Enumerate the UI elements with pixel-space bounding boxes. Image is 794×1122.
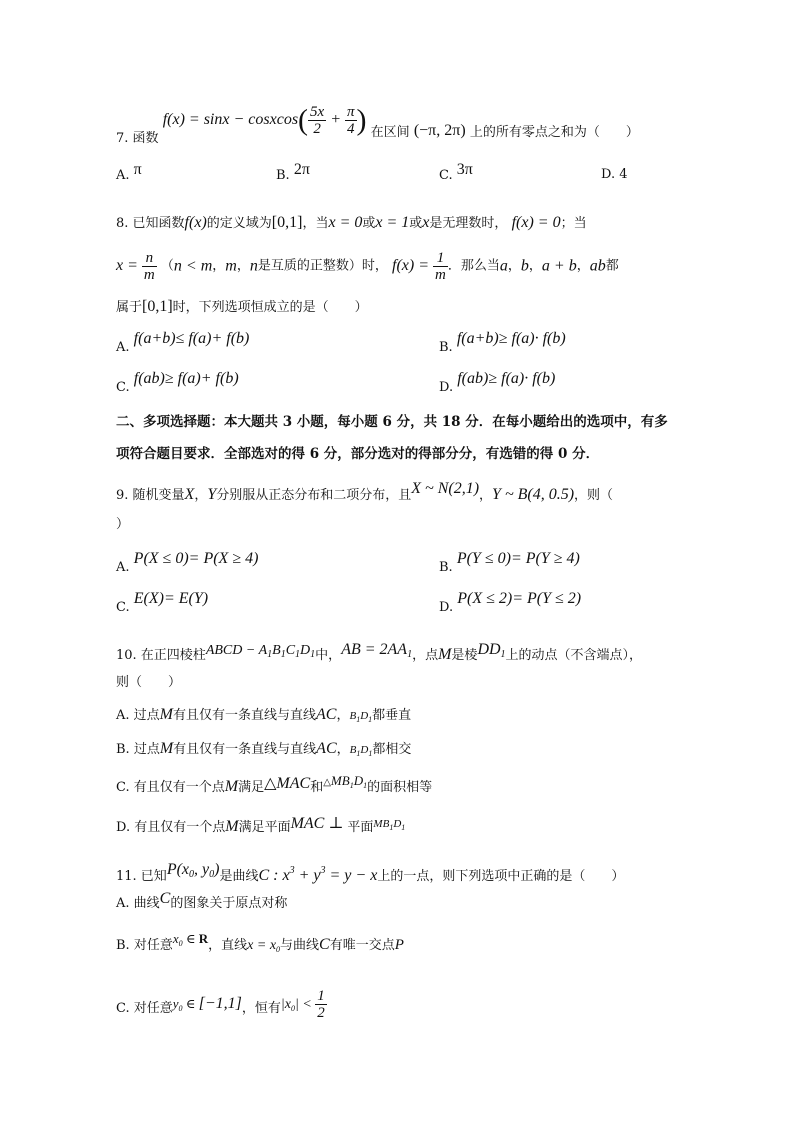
- q11-text: ，直线: [208, 938, 248, 953]
- section-2-heading-line-1: 二、多项选择题：本大题共 3 小题，每小题 6 分，共 18 分．在每小题给出的选项中，有多: [116, 414, 668, 430]
- q8-ab: ab: [589, 257, 606, 275]
- question-8-line-3: [116, 298, 368, 317]
- q11-option-a: [116, 890, 288, 913]
- q10-M: M: [224, 778, 239, 795]
- q11-option-b: [116, 931, 404, 959]
- q10-MB1D1: MB1D1: [373, 818, 406, 832]
- q11-point: $P(x_0$, $y_0$): [166, 861, 220, 880]
- q11-text: ，恒有: [241, 1001, 281, 1016]
- q10-text: ，点: [412, 648, 439, 663]
- q9-option-d-letter: D.: [439, 600, 454, 615]
- q9-option-d-value: P(X ≤ 2)= P(Y ≤ 2): [457, 590, 582, 607]
- question-7-stem: [116, 104, 639, 152]
- q9-X: X: [184, 486, 195, 503]
- q7-option-a: [116, 161, 142, 185]
- q10-text: 满足: [238, 780, 265, 795]
- q10-B1D1: $B_1D_1$: [349, 710, 373, 724]
- q10-prism: ABCD − $A_1B_1C_1D_1$: [205, 643, 316, 660]
- question-8-line-1: [116, 214, 587, 233]
- q11-abs-x0-lt-half: $|x_0|$ < $\frac{1}{2}$: [280, 987, 325, 1021]
- q9-option-a-letter: A.: [116, 560, 130, 575]
- q10-text: C. 有且仅有一个点: [116, 780, 225, 795]
- q10-text: 有且仅有一条直线与直线: [172, 708, 316, 723]
- q7-option-b-letter: B.: [276, 168, 290, 183]
- q11-P: P: [394, 937, 404, 953]
- question-10-line-2: 则（ ）: [116, 675, 182, 690]
- q11-text: 上的一点，则下列选项中正确的是（ ）: [377, 869, 625, 884]
- q9-option-c-value: E(X)= E(Y): [133, 590, 209, 607]
- q9-option-a: [116, 550, 259, 577]
- q9-option-b-letter: B.: [439, 560, 453, 575]
- q8-text: ；当: [560, 216, 587, 231]
- q10-text: 中，: [315, 648, 342, 663]
- q8-text: ，: [576, 258, 590, 274]
- q7-option-b: [276, 161, 310, 185]
- q8-text: ，: [528, 258, 542, 274]
- q8-option-c: [116, 370, 239, 397]
- q8-text: ，: [236, 258, 250, 274]
- q10-text: 10. 在正四棱柱: [116, 648, 206, 663]
- q8-text: ，: [212, 258, 226, 274]
- q8-a: a: [499, 257, 508, 275]
- q8-fx-eq-0: f(x) = 0: [511, 214, 561, 231]
- q11-x-eq-x0: $x = x_0$: [247, 938, 281, 954]
- question-11-line-1: [116, 862, 624, 890]
- q11-option-c: [116, 984, 327, 1024]
- q8-n: n: [249, 257, 258, 275]
- q8-text: 属于: [116, 300, 143, 315]
- q9-text: ，: [194, 488, 208, 503]
- q11-text: 与曲线: [280, 938, 320, 953]
- q10-B1D1: $B_1D_1$: [349, 744, 373, 758]
- q11-text: 11. 已知: [116, 869, 167, 884]
- q8-option-a: [116, 330, 250, 357]
- q7-text-end: 上的所有零点之和为（ ）: [469, 125, 639, 140]
- q8-text: ，: [507, 258, 521, 274]
- q11-text: B. 对任意: [116, 938, 173, 953]
- q8-x-eq-1: x = 1: [375, 214, 410, 231]
- q8-text: （: [160, 258, 174, 274]
- q8-x-eq-0: x = 0: [328, 214, 363, 231]
- q8-domain: [0,1]: [271, 214, 303, 231]
- q7-option-d: [601, 166, 628, 184]
- question-9-line-1: [116, 480, 614, 505]
- q8-text: ．那么当: [447, 258, 500, 274]
- q10-M: M: [159, 706, 173, 723]
- question-8-line-2: [116, 246, 619, 286]
- q7-option-a-value: π: [133, 161, 142, 178]
- q8-b: b: [520, 257, 529, 275]
- q11-text: 的图象关于原点对称: [170, 896, 288, 911]
- q8-fx-eq-1-over-m: f(x) = $\frac{1}{m}$: [392, 249, 446, 283]
- q8-x: x: [422, 214, 430, 231]
- q8-text: 或: [362, 216, 376, 231]
- q9-X-dist: X ~ N(2,1): [411, 480, 480, 497]
- q10-text: D. 有且仅有一个点: [116, 820, 226, 835]
- q7-option-c-letter: C.: [439, 168, 453, 183]
- q7-option-a-letter: A.: [116, 168, 130, 183]
- q9-option-c-letter: C.: [116, 600, 130, 615]
- q10-M: M: [159, 740, 174, 757]
- q7-option-d-value: 4: [619, 167, 628, 182]
- q10-text: 都相交: [372, 742, 412, 757]
- q10-option-a: [116, 706, 411, 729]
- q10-triangle-MAC: △MAC: [264, 775, 311, 792]
- q9-text: ，则（: [574, 488, 614, 503]
- q7-option-d-letter: D.: [601, 167, 616, 182]
- q8-option-a-letter: A.: [116, 340, 130, 355]
- q8-option-c-value: f(ab)≥ f(a)+ f(b): [133, 370, 239, 387]
- q11-text: 有唯一交点: [329, 938, 395, 953]
- q8-x-eq-n-over-m: x = $\frac{n}{m}$: [116, 249, 155, 283]
- q11-x0-in-R: $x_0$ ∈ R: [172, 931, 209, 948]
- q7-option-c-value: 3π: [456, 161, 473, 178]
- q8-option-d-letter: D.: [439, 380, 454, 395]
- q10-AC: AC: [316, 706, 337, 723]
- section-2-heading-line-2: 项符合题目要求．全部选对的得 6 分，部分选对的得部分分，有选错的得 0 分．: [116, 446, 600, 462]
- q8-text: 或: [409, 216, 423, 231]
- q7-option-c: [439, 161, 473, 185]
- q10-text: 上的动点（不含端点），: [505, 648, 643, 663]
- q8-text: 都: [605, 258, 619, 274]
- q11-y0-in-interval: $y_0$ ∈ [−1,1]: [172, 995, 242, 1013]
- question-10-line-1: [116, 641, 643, 669]
- q7-option-b-value: 2π: [293, 161, 310, 178]
- q11-text: C. 对任意: [116, 1001, 173, 1016]
- q9-text: 9. 随机变量: [116, 488, 185, 503]
- q10-M: M: [225, 818, 239, 835]
- q8-option-b-value: f(a+b)≥ f(a)· f(b): [456, 330, 566, 347]
- q8-m: m: [225, 257, 237, 275]
- q9-option-b-value: P(Y ≤ 0)= P(Y ≥ 4): [456, 550, 580, 567]
- q8-text: 8. 已知函数: [116, 216, 185, 231]
- q8-n-lt-m: n < m: [173, 257, 213, 275]
- q10-AC: AC: [316, 740, 337, 757]
- q8-text: 时，下列选项恒成立的是（ ）: [172, 300, 368, 315]
- question-9-line-2: ）: [116, 517, 130, 532]
- q8-option-a-value: f(a+b)≤ f(a)+ f(b): [133, 330, 250, 347]
- q10-text: B. 过点: [116, 742, 160, 757]
- q10-DD1: $DD_1$: [477, 641, 506, 660]
- q11-C: C: [319, 936, 330, 953]
- q9-option-b: [439, 550, 580, 577]
- q9-option-c: [116, 590, 209, 617]
- q11-C: C: [159, 890, 171, 907]
- q8-a-plus-b: a + b: [541, 257, 577, 275]
- q9-option-a-value: P(X ≤ 0)= P(X ≥ 4): [133, 550, 259, 567]
- q10-M: M: [438, 646, 452, 663]
- q11-text: A. 曲线: [116, 896, 160, 911]
- q10-option-c: [116, 773, 433, 801]
- q10-triangle-MB1D1: $\triangle MB_1D_1$: [323, 773, 368, 790]
- q9-Y-dist: Y ~ B(4, 0.5): [492, 486, 575, 503]
- q8-fx: f(x): [184, 214, 207, 231]
- q10-ab-eq-2aa1: AB = $2AA_1$: [341, 641, 413, 660]
- q11-text: 是曲线: [219, 869, 259, 884]
- q10-text: 的面积相等: [367, 780, 433, 795]
- q11-curve: C : $x^3 + y^3 = y - x$: [258, 865, 378, 884]
- q9-Y: Y: [207, 486, 217, 503]
- q7-text-mid: 在区间: [370, 125, 410, 140]
- q9-option-d: [439, 590, 582, 617]
- q7-formula: f(x) = sinx − cosxcos( $\frac{5x}{2}$ + $\frac{\pi}{4}$ ): [162, 103, 367, 138]
- q10-text: ，: [336, 742, 350, 757]
- q9-text: 分别服从正态分布和二项分布，且: [216, 488, 412, 503]
- q10-option-b: [116, 740, 411, 763]
- q10-text: 有且仅有一条直线与直线: [173, 742, 317, 757]
- q10-text: A. 过点: [116, 708, 160, 723]
- q10-option-d: [116, 815, 406, 841]
- q9-text: ，: [479, 488, 493, 503]
- q10-text: 和: [310, 780, 324, 795]
- q8-text: 的定义域为: [206, 216, 272, 231]
- q10-text: 满足平面: [238, 820, 291, 835]
- q8-option-d: [439, 370, 556, 397]
- q8-interval: [0,1]: [142, 298, 173, 315]
- q7-label: 7. 函数: [116, 131, 159, 146]
- q8-option-d-value: f(ab)≥ f(a)· f(b): [457, 370, 556, 387]
- q8-option-b-letter: B.: [439, 340, 453, 355]
- q10-text: 都垂直: [372, 708, 412, 723]
- q8-text: 是互质的正整数）时，: [257, 258, 388, 274]
- q10-text: ，: [336, 708, 350, 723]
- q8-option-b: [439, 330, 566, 357]
- q10-MAC-perp: MAC ⊥: [290, 815, 348, 832]
- q10-text: 平面: [347, 820, 374, 835]
- q8-text: ，当: [302, 216, 329, 231]
- q10-text: 是棱: [451, 648, 478, 663]
- q8-text: 是无理数时，: [429, 216, 508, 231]
- q8-option-c-letter: C.: [116, 380, 130, 395]
- q7-interval: (−π, 2π): [413, 122, 466, 139]
